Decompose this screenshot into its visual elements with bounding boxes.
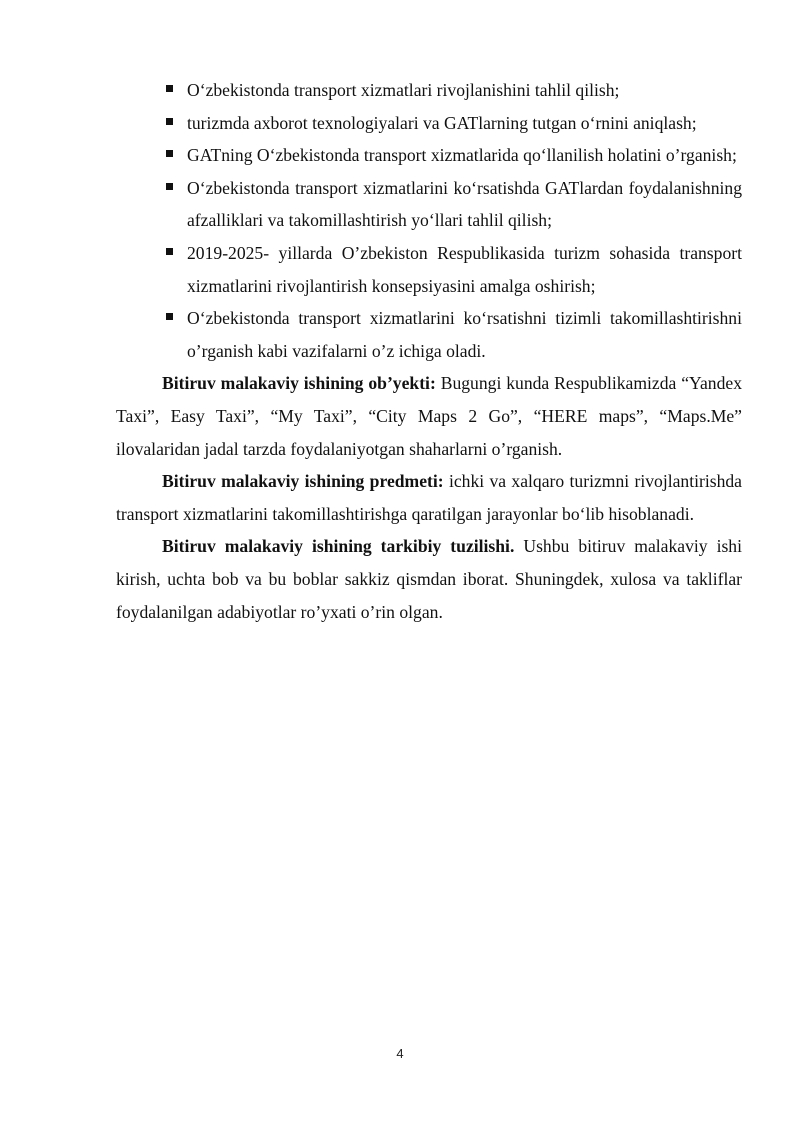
list-item [116, 74, 742, 107]
page-content [116, 74, 742, 628]
list-item-text: O‘zbekistonda transport xizmatlarini ko‘rsatishda GATlardan foydalanishning afzalliklari va takomillashtirish yo‘llari tahlil qilish; [187, 177, 742, 231]
subject-paragraph [116, 465, 742, 530]
list-item-text: GATning O‘zbekistonda transport xizmatlarida qo‘llanilish holatini o’rganish; [187, 145, 737, 166]
list-item [116, 107, 742, 140]
list-item-text: O‘zbekistonda transport xizmatlari rivojlanishini tahlil qilish; [187, 80, 620, 100]
paragraph-text: Ushbu bitiruv malakaviy ishi kirish, uchta bob va bu boblar sakkiz qismdan iborat. Shuningdek, xulosa va takliflar foydalanilgan adabiyotlar ro’yxati o’rin olgan. [116, 536, 742, 622]
paragraph-heading: Bitiruv malakaviy ishining predmeti: [162, 471, 444, 492]
paragraph-heading: Bitiruv malakaviy ishining tarkibiy tuzilishi. [162, 536, 515, 557]
square-bullet-icon [166, 313, 173, 320]
page-number: 4 [396, 1046, 404, 1061]
object-paragraph [116, 367, 742, 465]
paragraph-heading: Bitiruv malakaviy ishining ob’yekti: [162, 373, 436, 394]
task-list [116, 74, 742, 367]
square-bullet-icon [166, 248, 173, 255]
structure-paragraph [116, 530, 742, 628]
list-item [116, 302, 742, 367]
list-item [116, 139, 742, 172]
list-item-text: O‘zbekistonda transport xizmatlarini ko‘rsatishni tizimli takomillashtirishni o’rganish kabi vazifalarni o’z ichiga oladi. [187, 308, 742, 361]
square-bullet-icon [166, 118, 173, 125]
list-item-text: 2019-2025- yillarda O’zbekiston Respublikasida turizm sohasida transport xizmatlarini rivojlantirish konsepsiyasini amalga oshirish; [187, 242, 742, 296]
paragraph-text: Bugungi kunda Respublikamizda “Yandex Taxi”, Easy Taxi”, “My Taxi”, “City Maps 2 Go”, “HERE maps”, “Maps.Me” ilovalaridan jadal tarzda foydalaniyotgan shaharlarni o’rganish. [116, 373, 742, 459]
square-bullet-icon [166, 85, 173, 92]
square-bullet-icon [166, 150, 173, 157]
list-item [116, 172, 742, 237]
list-item-text: turizmda axborot texnologiyalari va GATlarning tutgan o‘rnini aniqlash; [187, 112, 697, 133]
paragraph-text: ichki va xalqaro turizmni rivojlantirishda transport xizmatlarini takomillashtirishga qaratilgan jarayonlar bo‘lib hisoblanadi. [116, 471, 742, 524]
square-bullet-icon [166, 183, 173, 190]
list-item [116, 237, 742, 302]
